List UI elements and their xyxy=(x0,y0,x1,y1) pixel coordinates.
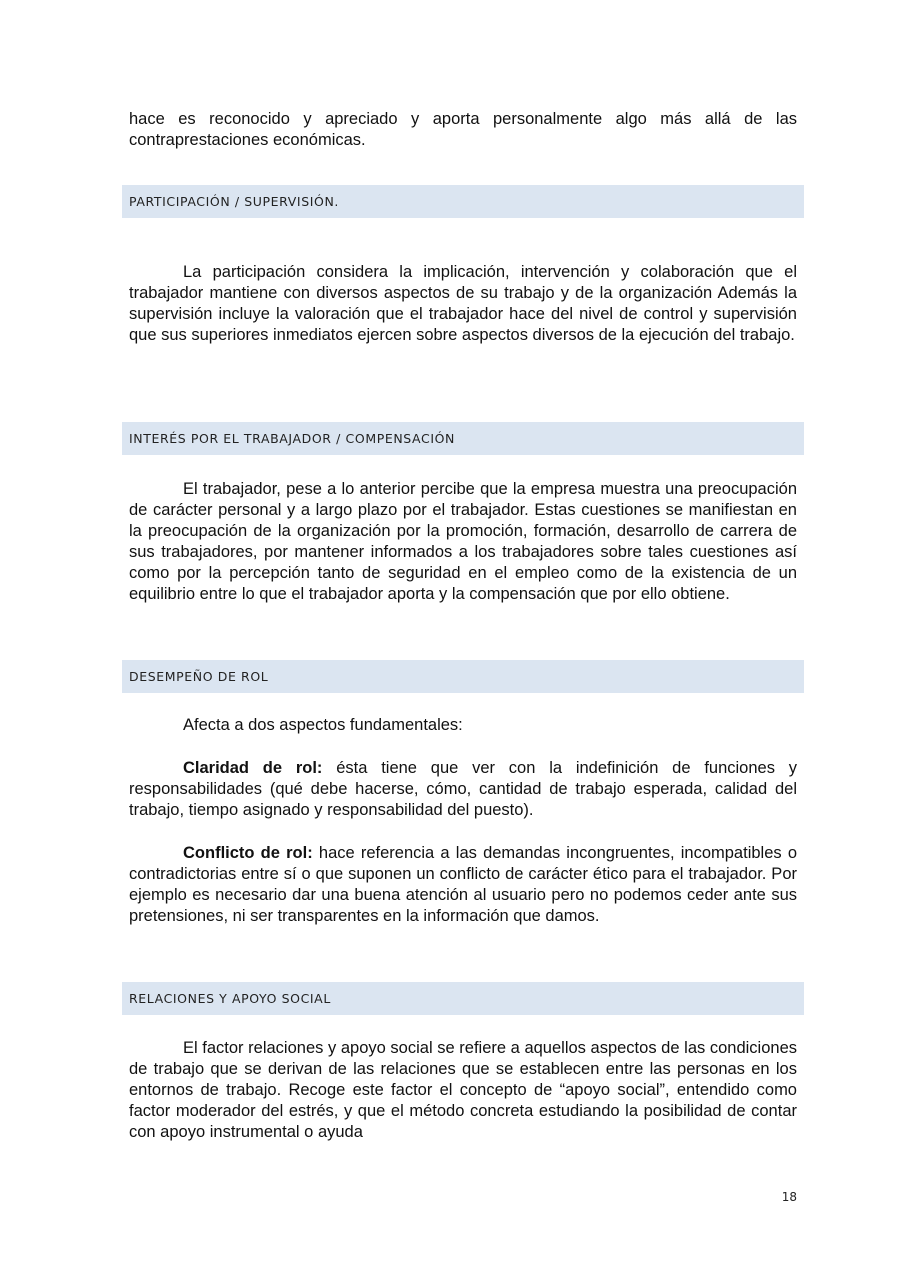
section-heading-participacion: PARTICIPACIÓN / SUPERVISIÓN. xyxy=(122,185,804,218)
term-conflicto-de-rol: Conflicto de rol: xyxy=(183,844,313,862)
paragraph-participacion: La participación considera la implicación, intervención y colaboración que el trabajador mantiene con diversos aspectos de su trabajo y de la organización Además la supervisión incluye la valoración que el trabajador hace del nivel de control y supervisión que sus superiores inmediatos ejercen sobre aspectos diversos de la ejecución del trabajo. xyxy=(129,263,797,344)
term-claridad-de-rol: Claridad de rol: xyxy=(183,759,323,777)
paragraph-conflicto-de-rol: Conflicto de rol: hace referencia a las demandas incongruentes, incompatibles o contradictorias entre sí o que suponen un conflicto de carácter ético para el trabajador. Por ejemplo es necesario dar una buena atención al usuario pero no podemos ceder ante sus pretensiones, ni ser transparentes en la información que damos. xyxy=(129,844,797,925)
section-heading-interes: INTERÉS POR EL TRABAJADOR / COMPENSACIÓN xyxy=(122,422,804,455)
page-number: 18 xyxy=(781,1190,797,1204)
paragraph-interes: El trabajador, pese a lo anterior percibe que la empresa muestra una preocupación de carácter personal y a largo plazo por el trabajador. Estas cuestiones se manifiestan en la preocupación de la organización por la promoción, formación, desarrollo de carrera de sus trabajadores, por mantener informados a los trabajadores sobre tales cuestiones así como por la percepción tanto de seguridad en el empleo como de la existencia de un equilibrio entre lo que el trabajador aporta y la compensación que por ello obtiene. xyxy=(129,480,797,603)
paragraph-relaciones: El factor relaciones y apoyo social se refiere a aquellos aspectos de las condiciones de trabajo que se derivan de las relaciones que se establecen entre las personas en los entornos de trabajo. Recoge este factor el concepto de “apoyo social”, entendido como factor moderador del estrés, y que el método concreta estudiando la posibilidad de contar con apoyo instrumental o ayuda xyxy=(129,1039,797,1141)
intro-paragraph: hace es reconocido y apreciado y aporta personalmente algo más allá de las contraprestaciones económicas. xyxy=(129,110,797,149)
paragraph-desempeno-intro: Afecta a dos aspectos fundamentales: xyxy=(183,716,463,734)
paragraph-claridad-de-rol: Claridad de rol: ésta tiene que ver con la indefinición de funciones y responsabilidades (qué debe hacerse, cómo, cantidad de trabajo esperada, calidad del trabajo, tiempo asignado y responsabilidad del puesto). xyxy=(129,759,797,819)
section-heading-desempeno: DESEMPEÑO DE ROL xyxy=(122,660,804,693)
section-heading-relaciones: RELACIONES Y APOYO SOCIAL xyxy=(122,982,804,1015)
